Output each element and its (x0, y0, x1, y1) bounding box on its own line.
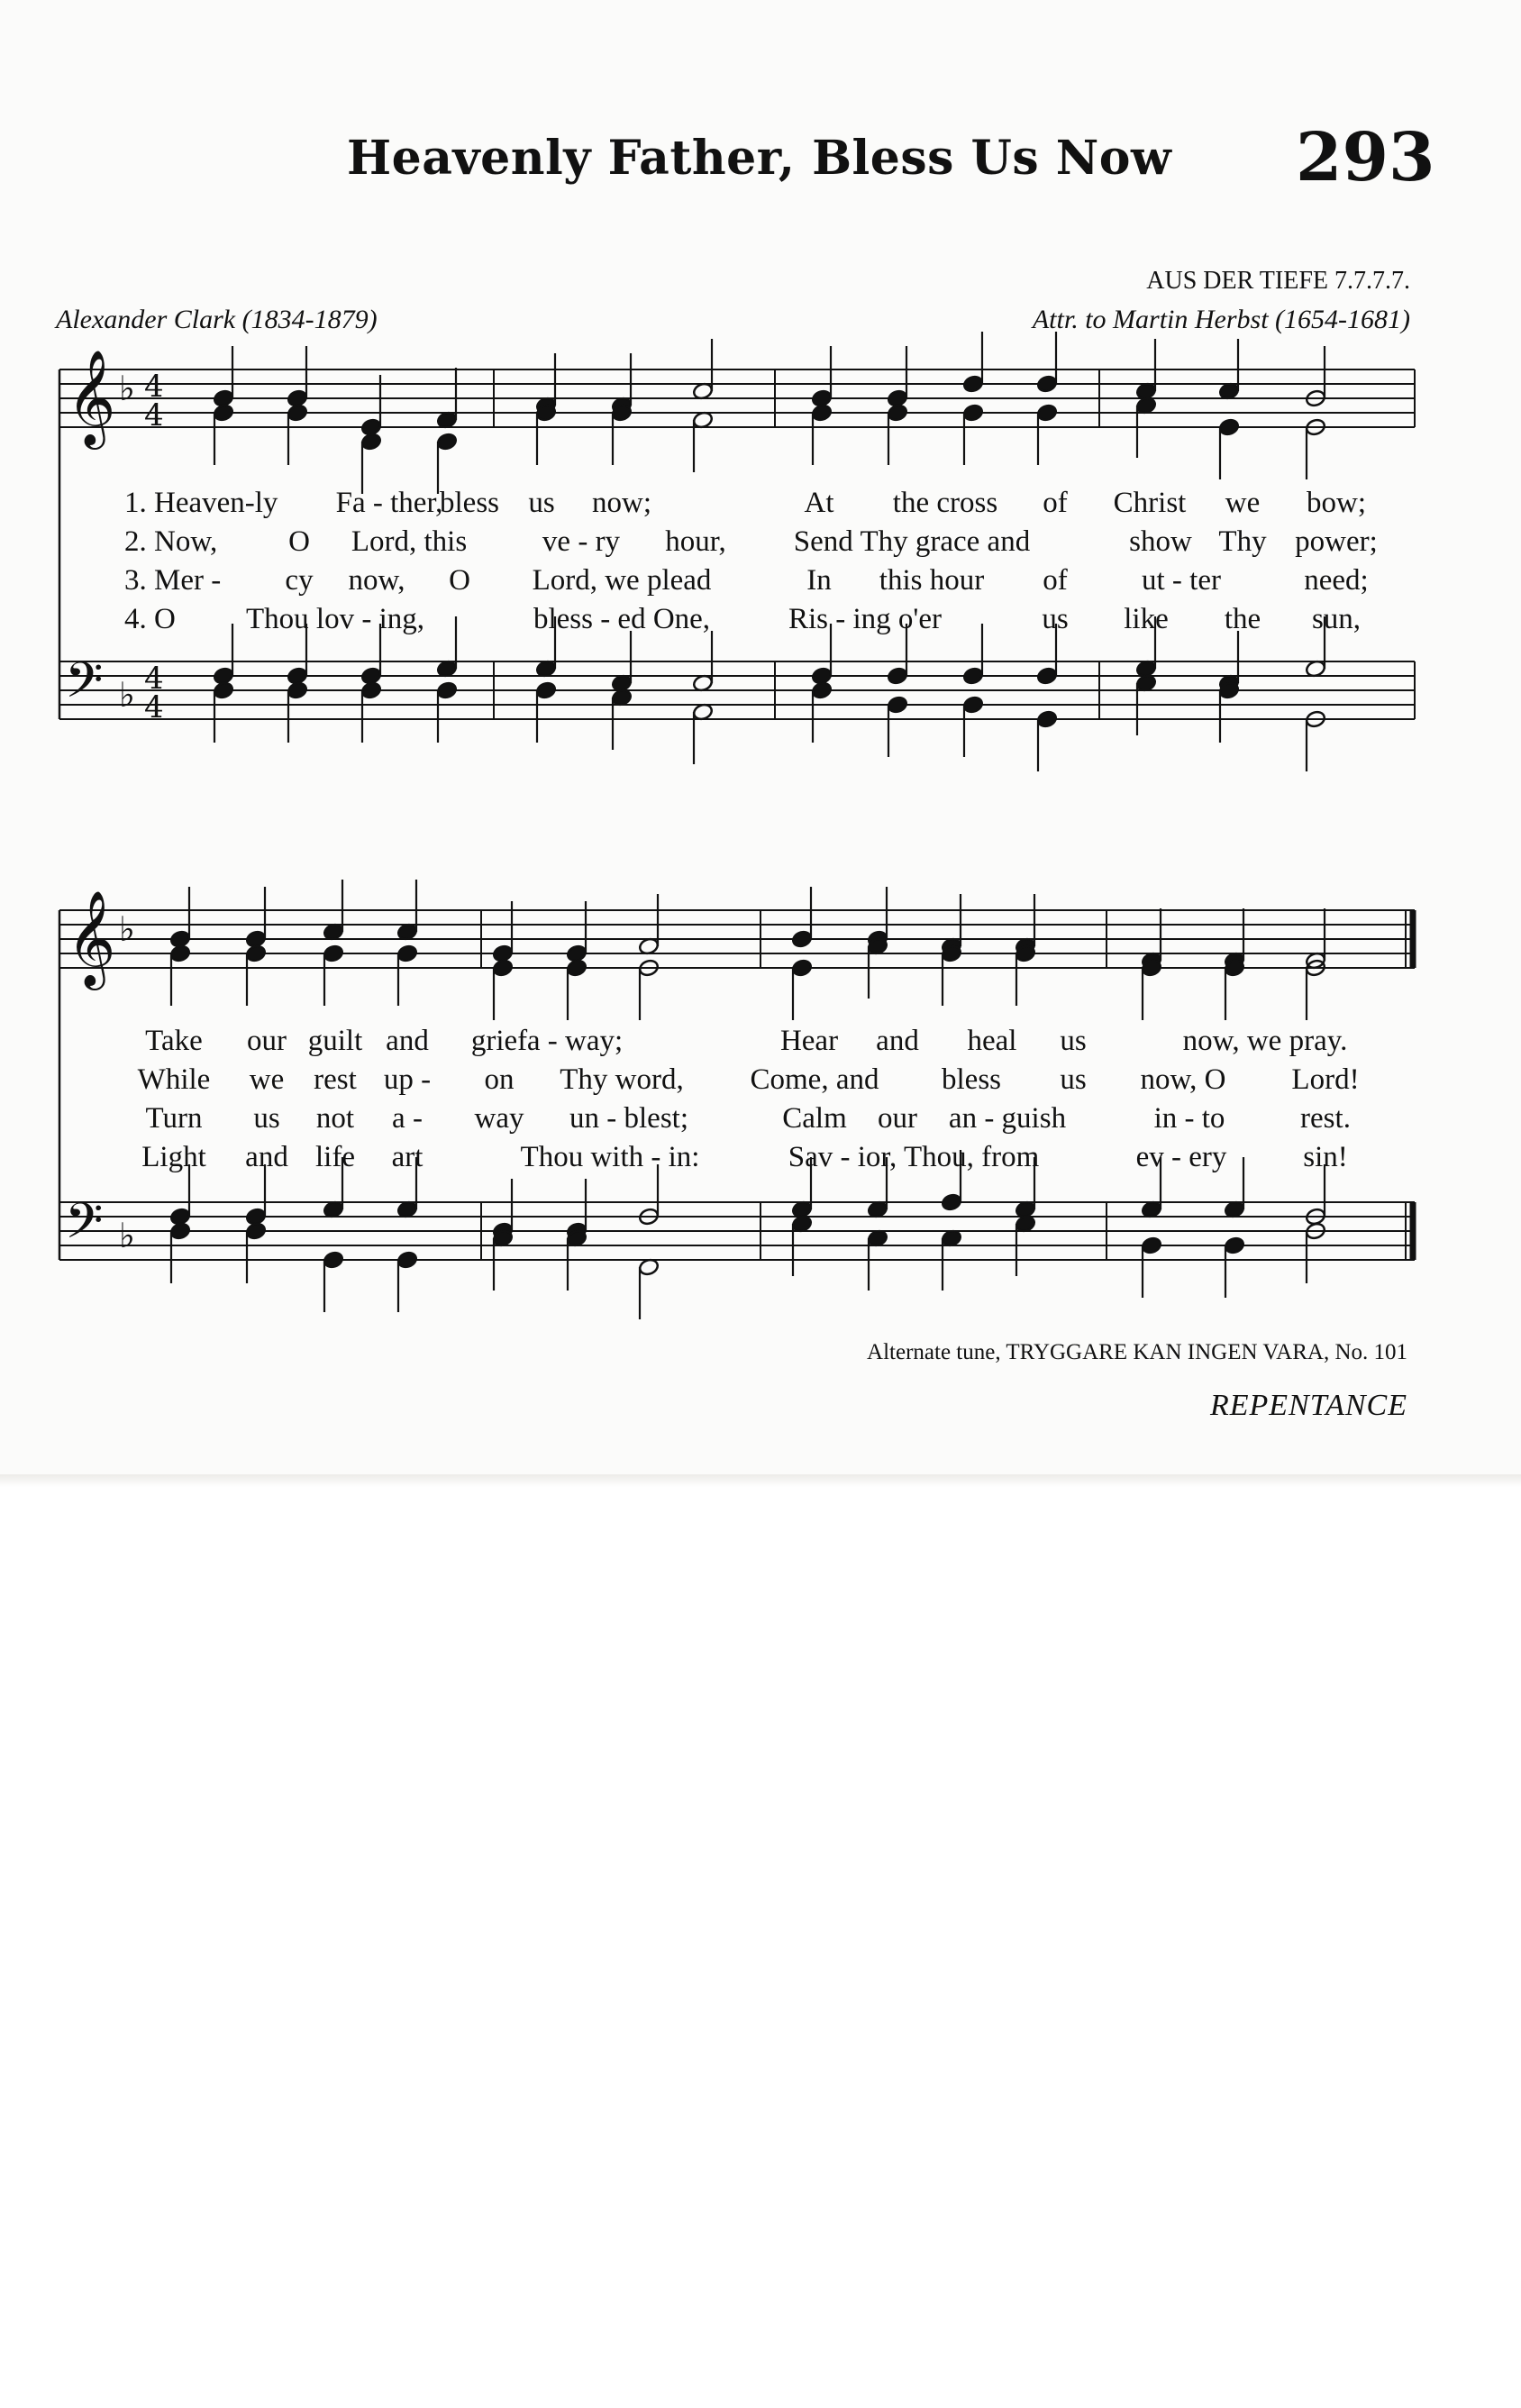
lyric-syllable: Thou lov - ing, (246, 603, 424, 635)
hymn-title: Heavenly Father, Bless Us Now (347, 131, 1172, 186)
lyric-syllable: our (247, 1025, 287, 1057)
lyric-syllable: show (1129, 525, 1192, 558)
lyric-syllable: bless - ed One, (533, 603, 711, 635)
note-head (566, 959, 587, 978)
lyric-syllable: bless (942, 1063, 1001, 1096)
lyric-syllable: In (806, 564, 832, 597)
note-head (323, 944, 344, 963)
lyric-syllable: heal (967, 1025, 1017, 1057)
lyric-syllable: Ris - ing o'er (788, 603, 943, 635)
lyric-syllable: up - (383, 1063, 432, 1096)
lyric-syllable: bless (440, 487, 499, 519)
lyric-syllable: now, we pray. (1182, 1025, 1348, 1057)
lyric-syllable: Lord, this (351, 525, 468, 558)
hymn-number: 293 (1296, 119, 1435, 196)
treble-clef: 𝄞 (67, 889, 116, 986)
flat-sign: ♭ (119, 909, 135, 949)
lyric-syllable: us (253, 1102, 280, 1135)
lyric-syllable: a - (392, 1102, 423, 1135)
lyric-syllable: we (249, 1063, 285, 1096)
lyric-syllable: Hear (779, 1025, 839, 1057)
time-signature: 4 (144, 689, 164, 725)
lyric-syllable: Lord, we plead (532, 564, 712, 597)
time-signature: 4 (144, 397, 164, 433)
lyric-syllable: and (876, 1025, 919, 1057)
lyric-syllable: now; (592, 487, 651, 519)
lyric-syllable: Light (141, 1141, 206, 1173)
lyric-syllable: At (804, 487, 834, 519)
lyric-syllable: us (1060, 1063, 1087, 1096)
lyric-syllable: 2. Now, (124, 525, 218, 558)
flat-sign: ♭ (119, 1216, 135, 1255)
lyric-syllable: ve - ry (542, 525, 621, 558)
system1-verse-2 (0, 525, 1521, 561)
lyric-syllable: Come, and (750, 1063, 879, 1096)
note-head (887, 696, 908, 715)
time-signature: 4 (144, 369, 164, 405)
lyric-syllable: and (386, 1025, 429, 1057)
page-edge (0, 1474, 1521, 1487)
lyric-syllable: bow; (1307, 487, 1366, 519)
lyric-syllable: Thou with - in: (520, 1141, 700, 1173)
lyric-syllable: in - to (1153, 1102, 1225, 1135)
note-head (791, 930, 813, 949)
lyric-syllable: not (315, 1102, 355, 1135)
lyric-syllable: 1. Heaven-ly (124, 487, 278, 519)
lyric-syllable: and (245, 1141, 288, 1173)
bass-clef: 𝄢 (65, 1192, 104, 1262)
note-head (436, 681, 458, 700)
lyric-syllable: an - guish (948, 1102, 1067, 1135)
lyric-syllable: sin! (1303, 1141, 1348, 1173)
note-head (811, 681, 833, 700)
alternate-tune-note: Alternate tune, TRYGGARE KAN INGEN VARA, No. 101 (867, 1340, 1407, 1364)
note-head (360, 433, 382, 452)
system2-verse-1 (0, 1025, 1521, 1061)
note-head (1036, 375, 1058, 394)
lyric-syllable: our (878, 1102, 917, 1135)
note-head (360, 681, 382, 700)
lyric-syllable: of (1043, 564, 1068, 597)
note-head (941, 1193, 962, 1212)
note-head (213, 681, 234, 700)
lyric-syllable: like (1124, 603, 1169, 635)
note-head (169, 944, 191, 963)
note-head (1218, 418, 1240, 437)
note-head (323, 1251, 344, 1270)
note-head (436, 433, 458, 452)
system2-verse-4 (0, 1141, 1521, 1177)
lyric-syllable: sun, (1311, 603, 1362, 635)
lyric-syllable: us (1060, 1025, 1087, 1057)
lyric-syllable: the cross (892, 487, 998, 519)
lyric-syllable: we (1225, 487, 1261, 519)
lyric-syllable: the (1224, 603, 1261, 635)
lyric-syllable: of (1043, 487, 1068, 519)
lyric-syllable: ev - ery (1135, 1141, 1227, 1173)
tune-name: AUS DER TIEFE 7.7.7.7. (1146, 267, 1410, 295)
lyric-syllable: 3. Mer - (124, 564, 222, 597)
lyric-syllable: on (484, 1063, 515, 1096)
system1-verse-4 (0, 603, 1521, 639)
lyric-syllable: Fa - ther, (335, 487, 443, 519)
lyric-syllable: un - blest; (569, 1102, 688, 1135)
lyric-syllable: us (1042, 603, 1069, 635)
lyric-syllable: Thy (1218, 525, 1267, 558)
note-head (962, 696, 984, 715)
lyric-syllable: power; (1295, 525, 1378, 558)
lyric-syllable: art (391, 1141, 424, 1173)
note-head (213, 404, 234, 423)
bass-clef: 𝄢 (65, 652, 104, 721)
lyric-syllable: While (137, 1063, 211, 1096)
lyric-syllable: ut - ter (1142, 564, 1221, 597)
note-head (1036, 667, 1058, 686)
lyric-syllable: rest (314, 1063, 357, 1096)
lyric-syllable: rest. (1300, 1102, 1351, 1135)
lyric-syllable: need; (1304, 564, 1369, 597)
composer-credit: Attr. to Martin Herbst (1654-1681) (1032, 305, 1410, 334)
flat-sign: ♭ (119, 675, 135, 715)
lyric-syllable: Take (145, 1025, 203, 1057)
note-head (492, 959, 514, 978)
lyric-syllable: Sav - ior, Thou, from (788, 1141, 1040, 1173)
lyric-syllable: life (315, 1141, 355, 1173)
time-signature: 4 (144, 661, 164, 697)
note-head (169, 1222, 191, 1241)
lyric-syllable: Send Thy grace and (793, 525, 1031, 558)
flat-sign: ♭ (119, 369, 135, 408)
note-head (791, 959, 813, 978)
system2-verse-2 (0, 1063, 1521, 1099)
note-head (962, 375, 984, 394)
lyric-syllable: Christ (1113, 487, 1187, 519)
note-head (535, 681, 557, 700)
system2-verse-3 (0, 1102, 1521, 1138)
note-head (1224, 1236, 1245, 1255)
lyric-syllable: cy (285, 564, 314, 597)
lyric-syllable: now, (348, 564, 405, 597)
lyric-syllable: 4. O (124, 603, 176, 635)
note-head (887, 667, 908, 686)
system1-verse-1 (0, 487, 1521, 523)
note-head (396, 944, 418, 963)
lyric-syllable: hour, (665, 525, 726, 558)
topic-label: REPENTANCE (1209, 1389, 1407, 1422)
note-head (962, 404, 984, 423)
note-head (1036, 404, 1058, 423)
lyric-syllable: way (474, 1102, 524, 1135)
lyric-syllable: Turn (145, 1102, 203, 1135)
note-head (962, 667, 984, 686)
note-head (396, 1251, 418, 1270)
lyric-syllable: Lord! (1291, 1063, 1360, 1096)
note-head (287, 681, 308, 700)
lyric-syllable: Calm (782, 1102, 847, 1135)
lyric-syllable: Thy word, (560, 1063, 684, 1096)
note-head (1141, 1236, 1162, 1255)
lyric-syllable: grief (470, 1025, 528, 1057)
lyric-syllable: guilt (307, 1025, 363, 1057)
lyric-syllable: O (288, 525, 310, 558)
lyric-syllable: us (528, 487, 555, 519)
note-head (1036, 710, 1058, 729)
lyric-syllable: O (449, 564, 470, 597)
lyric-syllable: now, O (1140, 1063, 1226, 1096)
note-head (811, 404, 833, 423)
treble-clef: 𝄞 (67, 349, 116, 445)
note-head (287, 404, 308, 423)
note-head (887, 404, 908, 423)
note-head (245, 1222, 267, 1241)
lyricist-credit: Alexander Clark (1834-1879) (56, 305, 378, 334)
system1-verse-3 (0, 564, 1521, 600)
lyric-syllable: a - way; (526, 1025, 624, 1057)
note-head (245, 944, 267, 963)
lyric-syllable: this hour (879, 564, 985, 597)
